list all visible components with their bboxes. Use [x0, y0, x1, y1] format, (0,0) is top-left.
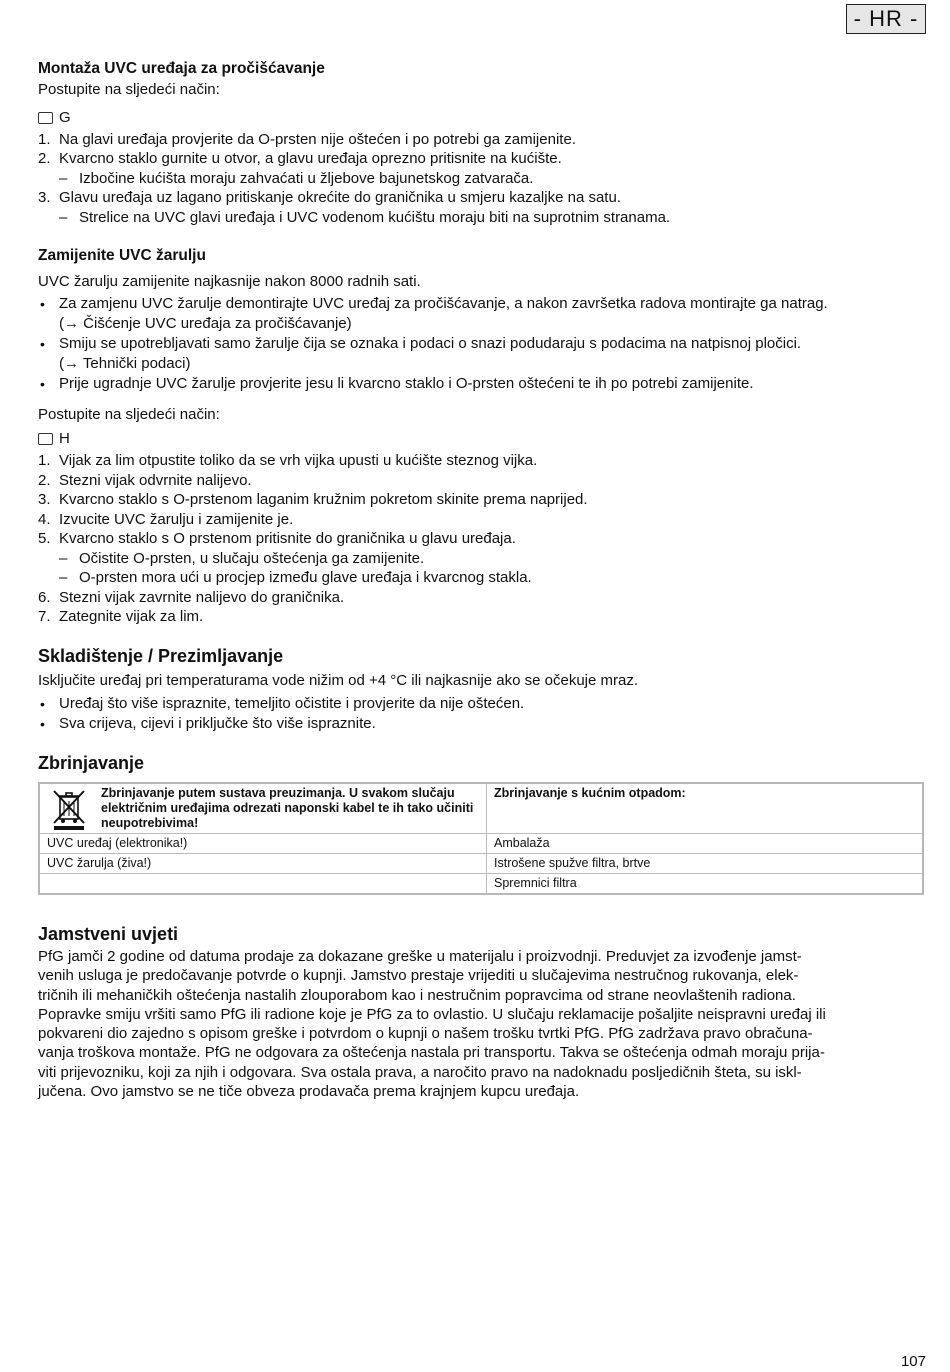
mount-intro: Postupite na sljedeći način: — [38, 81, 220, 98]
figure-ref-g: G — [38, 108, 928, 128]
warranty-text: PfG jamči 2 godine od datuma prodaje za dokazane greške u materijalu i proizvodnji. Preduvjet za izvođenje jamst- venih usluga je predočavanje potvrde o kupnji. Jamstvo prestaje vrijediti u slučajevima nestručnog rukovanja, elek- tričnih ili mehaničkih oštećenja nastalih zlouporabom kao i nestručnim popravcima od strane neovlaštenih radiona. Popravke smiju vršiti samo PfG ili radione koje je PfG za to ovlastio. U slučaju reklamacije pošaljite neispravni uređaj ili pokvareni dio zajedno s opisom greške i potvrdom o kupnji o našem trošku tvrtki PfG. PfG zadržava pravo obračuna- vanja troškova montaže. PfG ne odgovara za oštećenja nastala pri transportu. Takva se oštećenja odmah moraju prija- viti prijevozniku, koji za njih i odgovara. Sva ostala prava, a naročito pravo na nadoknadu posljedičnih šteta, su iskl- jučena. Ovo jamstvo se ne tiče obveza prodavača prema krajnjem kupcu uređaja. — [38, 948, 826, 1101]
list-note: – Strelice na UVC glavi uređaja i UVC vodenom kućištu moraju biti na suprotnim stranama. — [59, 208, 671, 226]
section-title-lamp: Zamijenite UVC žarulju — [38, 247, 206, 264]
mount-steps — [38, 130, 928, 228]
lamp-intro: UVC žarulju zamijenite najkasnije nakon 8000 radnih sati. — [38, 273, 421, 290]
storage-intro: Isključite uređaj pri temperaturama vode nižim od +4 °C ili najkasnije ako se očekuje mraz. — [38, 671, 639, 689]
list-item: 7. Zategnite vijak za lim. — [38, 608, 204, 625]
figure-icon — [38, 433, 53, 445]
list-item: 3. Kvarcno staklo s O-prstenom laganim kružnim pokretom skinite prema naprijed. — [38, 491, 588, 508]
crossed-bin-icon — [47, 787, 91, 831]
list-item: • Prije ugradnje UVC žarulje provjerite jesu li kvarcno staklo i O-prsten oštećeni te ih po potrebi zamijenite. — [38, 374, 928, 394]
list-item: 2. Kvarcno staklo gurnite u otvor, a glavu uređaja oprezno pritisnite na kućište. – Izbočine kućišta moraju zahvaćati u žljebove bajunetskog zatvarača. — [38, 149, 928, 188]
disposal-header-collection: Zbrinjavanje putem sustava preuzimanja. U svakom slučaju električnim uređajima odrezati naponski kabel te ih tako učiniti neupotrebivima! — [39, 783, 487, 834]
section-title-warranty: Jamstveni uvjeti — [38, 924, 179, 944]
figure-icon — [38, 112, 53, 124]
list-note: – Izbočine kućišta moraju zahvaćati u žljebove bajunetskog zatvarača. — [59, 169, 534, 187]
figure-ref-h: H — [38, 429, 928, 449]
list-item: 1. Vijak za lim otpustite toliko da se vrh vijka upusti u kućište steznog vijka. — [38, 452, 538, 469]
lamp-bullets — [38, 294, 928, 394]
section-title-storage: Skladištenje / Prezimljavanje — [38, 645, 284, 666]
page-number: 107 — [900, 1353, 926, 1370]
list-note: – Očistite O-prsten, u slučaju oštećenja ga zamijenite. — [59, 549, 425, 567]
page-content — [38, 58, 928, 1101]
table-row: Spremnici filtra — [39, 874, 923, 895]
table-row: UVC žarulja (živa!) Istrošene spužve filtra, brtve — [39, 854, 923, 874]
storage-bullets — [38, 694, 928, 734]
list-item: • Za zamjenu UVC žarulje demontirajte UVC uređaj za pročišćavanje, a nakon završetka radova montirajte ga natrag. (→ Čišćenje UVC uređaja za pročišćavanje) — [38, 294, 928, 334]
list-item: • Sva crijeva, cijevi i priključke što više ispraznite. — [38, 714, 928, 734]
list-item: • Smiju se upotrebljavati samo žarulje čija se oznaka i podaci o snazi podudaraju s podacima na natpisnoj pločici. (→ Tehnički podaci) — [38, 334, 928, 374]
section-title-disposal: Zbrinjavanje — [38, 753, 145, 773]
list-item: 5. Kvarcno staklo s O prstenom pritisnite do graničnika u glavu uređaja. – Očistite O-prsten, u slučaju oštećenja ga zamijenite. – O-prsten mora ući u procjep između glave uređaja i kvarcnog stakla. — [38, 529, 928, 588]
list-item: 1. Na glavi uređaja provjerite da O-prsten nije oštećen i po potrebi ga zamijenite. — [38, 130, 576, 148]
lamp-intro-2: Postupite na sljedeći način: — [38, 405, 220, 423]
disposal-table — [38, 782, 924, 895]
table-row: UVC uređaj (elektronika!) Ambalaža — [39, 834, 923, 854]
list-item: • Uređaj što više ispraznite, temeljito očistite i provjerite da nije oštećen. — [38, 694, 928, 714]
section-title-mount: Montaža UVC uređaja za pročišćavanje — [38, 60, 325, 77]
list-item: 4. Izvucite UVC žarulju i zamijenite je. — [38, 510, 294, 528]
list-item: 3. Glavu uređaja uz lagano pritiskanje okrećite do graničnika u smjeru kazaljke na satu. – Strelice na UVC glavi uređaja i UVC vodenom kućištu moraju biti na suprotnim stranama. — [38, 188, 928, 227]
lamp-steps — [38, 451, 928, 627]
list-item: 6. Stezni vijak zavrnite nalijevo do graničnika. — [38, 588, 345, 606]
language-tab: - HR - — [846, 4, 926, 34]
list-item: 2. Stezni vijak odvrnite nalijevo. — [38, 471, 252, 489]
list-note: – O-prsten mora ući u procjep između glave uređaja i kvarcnog stakla. — [59, 569, 532, 586]
disposal-header-household: Zbrinjavanje s kućnim otpadom: — [487, 783, 924, 834]
